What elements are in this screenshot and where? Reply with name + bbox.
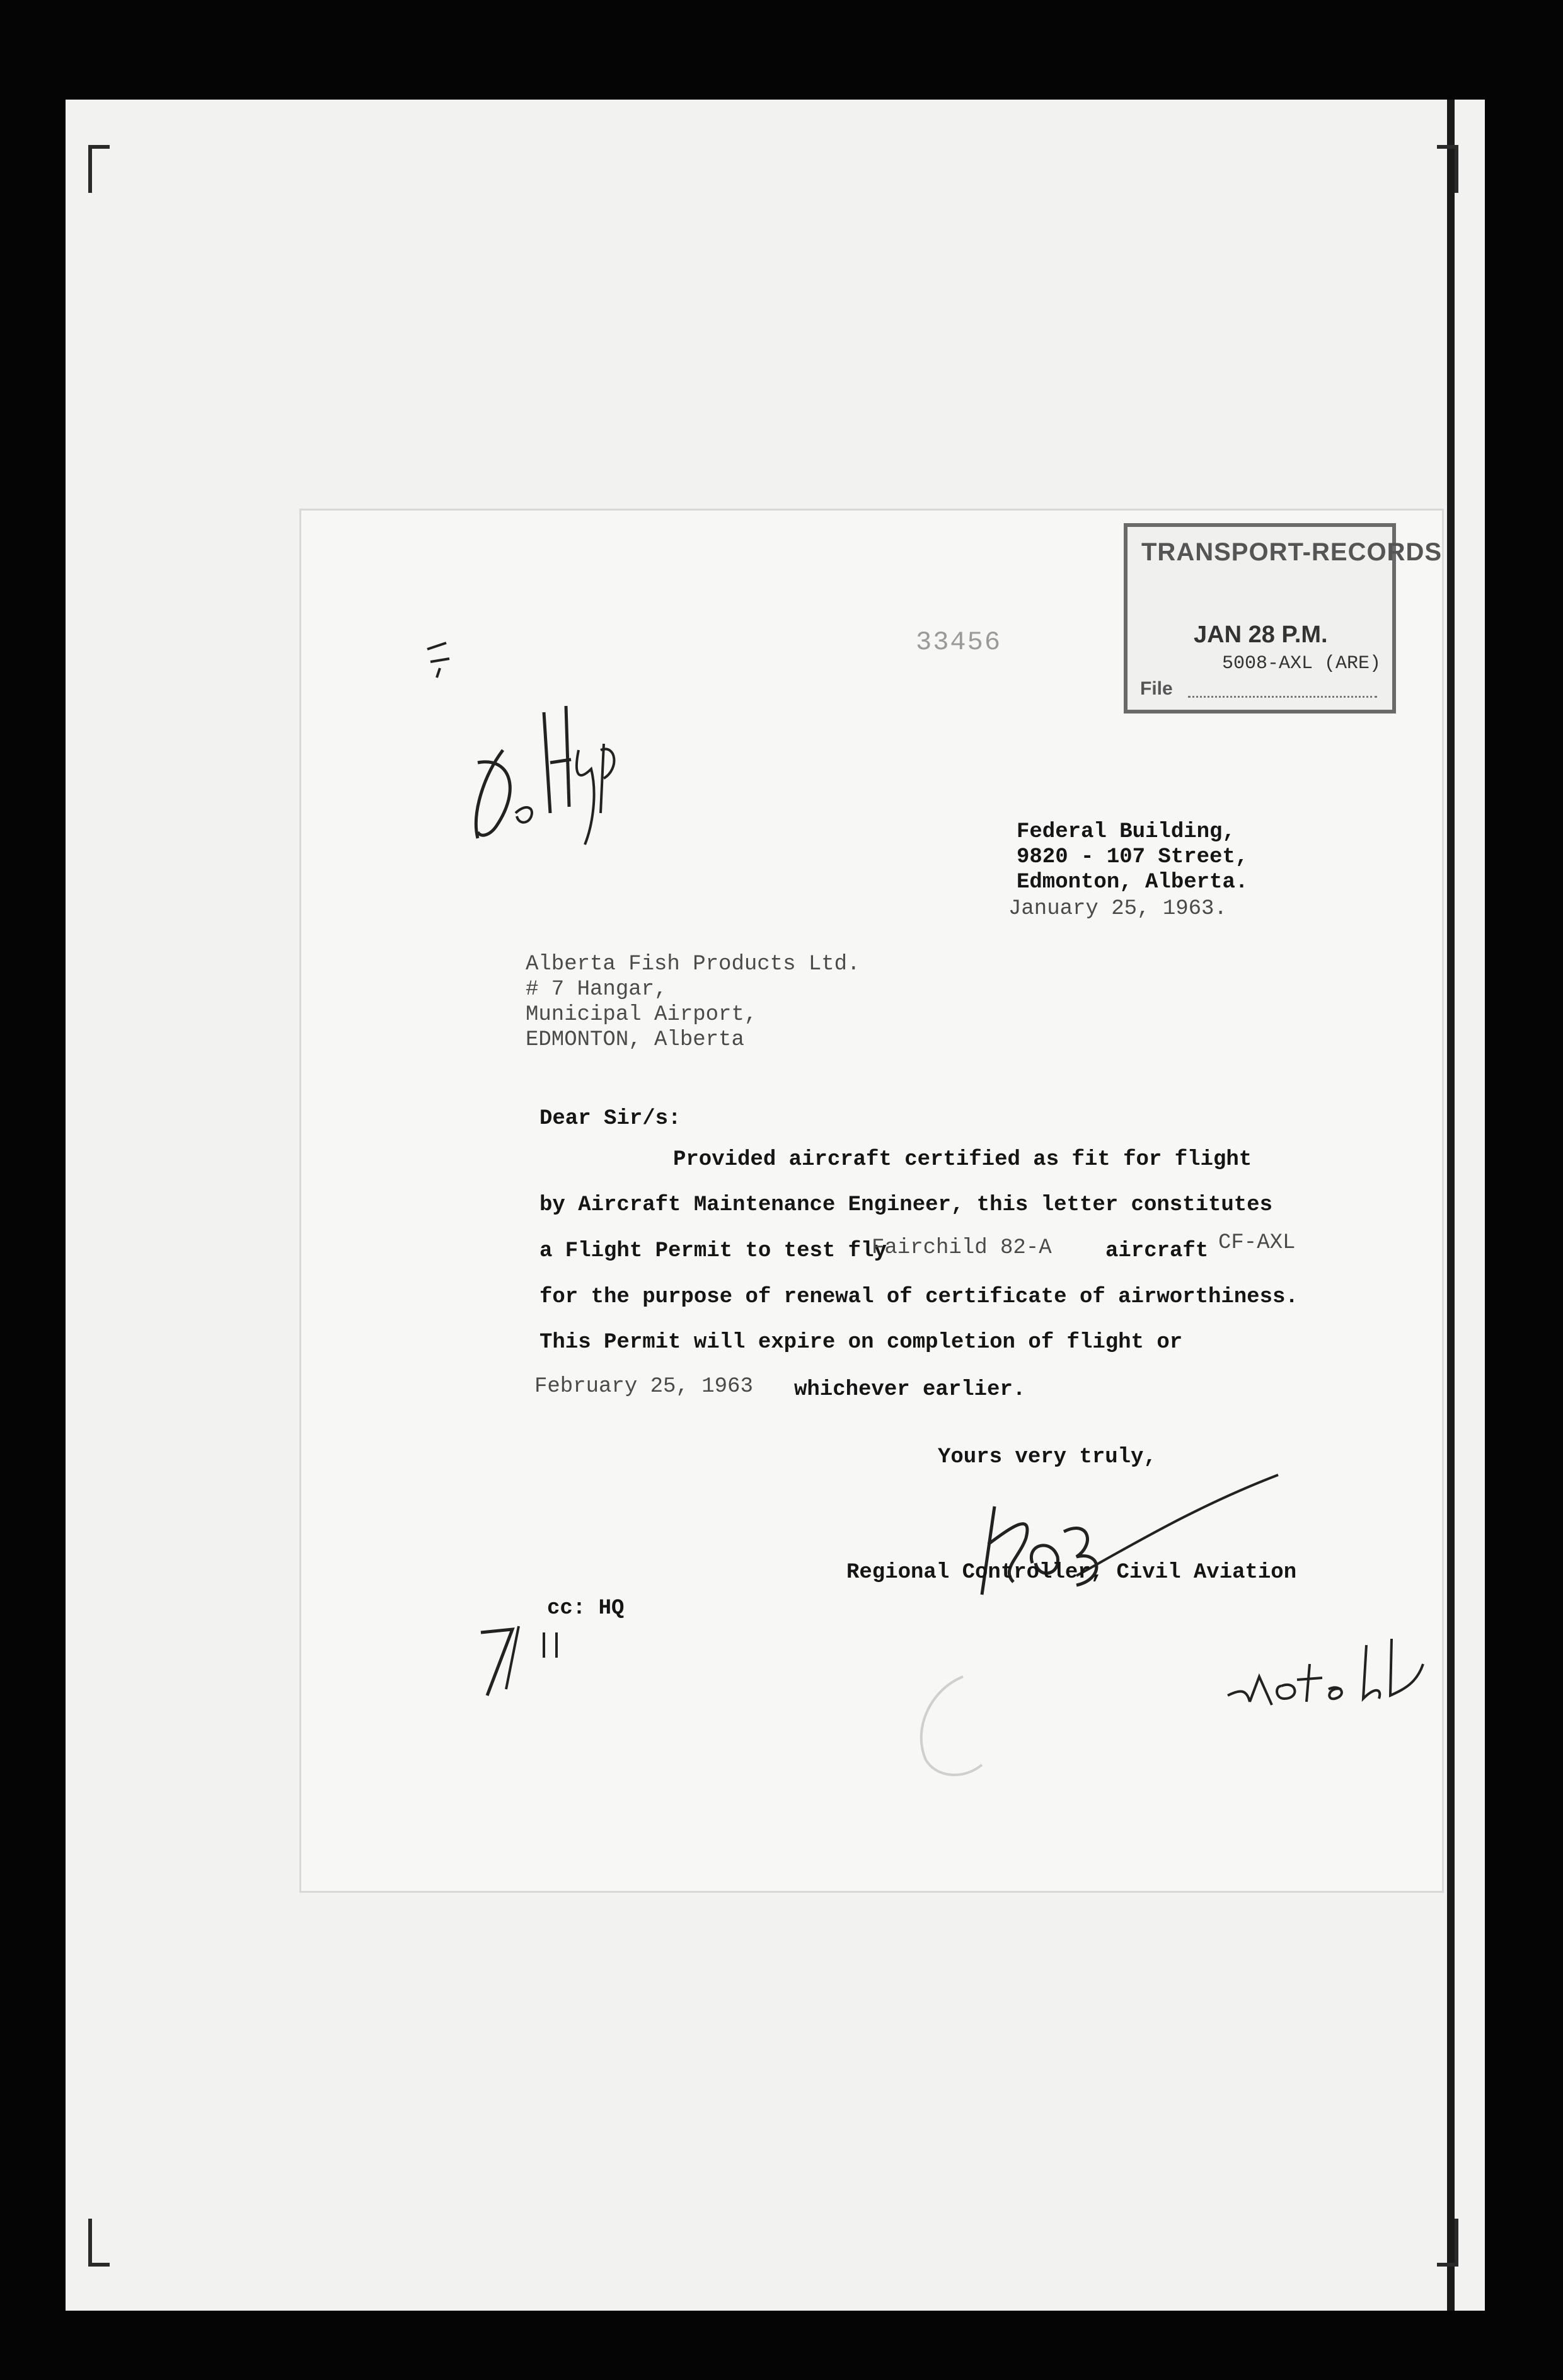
handwritten-note-do-hyp <box>408 624 616 851</box>
recipient-line: EDMONTON, Alberta <box>526 1028 744 1052</box>
signature <box>931 1469 1284 1620</box>
stamp-file-line <box>1188 696 1377 698</box>
body-line: whichever earlier. <box>794 1378 1026 1402</box>
aircraft-registration: CF-AXL <box>1218 1231 1296 1255</box>
handwritten-note-7-11 <box>468 1614 588 1702</box>
crop-mark-bottom-right <box>1437 2219 1458 2267</box>
crop-mark-top-left <box>88 145 110 193</box>
expiry-date: February 25, 1963 <box>534 1375 753 1399</box>
aircraft-type: Fairchild 82-A <box>872 1236 1052 1260</box>
stamp-title: TRANSPORT-RECORDS <box>1141 538 1443 566</box>
signature-title: Regional Controller, Civil Aviation <box>846 1561 1297 1585</box>
sender-address-line: 9820 - 107 Street, <box>1017 845 1249 869</box>
body-line: by Aircraft Maintenance Engineer, this letter constitutes <box>539 1193 1272 1217</box>
closing: Yours very truly, <box>938 1445 1156 1469</box>
body-line: This Permit will expire on completion of flight or <box>539 1331 1183 1355</box>
body-line: a Flight Permit to test fly <box>539 1239 887 1263</box>
sender-address-line: Federal Building, <box>1017 820 1235 844</box>
sender-address-line: Edmonton, Alberta. <box>1017 870 1249 894</box>
handwritten-note-noted <box>1221 1626 1429 1721</box>
recipient-line: Municipal Airport, <box>526 1003 758 1027</box>
carbon-copy: cc: HQ <box>547 1597 625 1620</box>
body-line: for the purpose of renewal of certificate of airworthiness. <box>539 1285 1298 1309</box>
body-line: Provided aircraft certified as fit for flight <box>673 1148 1252 1172</box>
file-number: 33456 <box>916 627 1002 657</box>
stamp-date: JAN 28 P.M. <box>1194 621 1328 648</box>
body-line: aircraft <box>1105 1239 1209 1263</box>
crop-mark-top-right <box>1437 145 1458 193</box>
salutation: Dear Sir/s: <box>539 1107 681 1131</box>
crop-mark-bottom-left <box>88 2219 110 2267</box>
stamp-file-ref: 5008-AXL (ARE) <box>1222 653 1381 674</box>
recipient-line: Alberta Fish Products Ltd. <box>526 952 860 976</box>
recipient-line: # 7 Hangar, <box>526 978 667 1002</box>
letter-page <box>301 511 1442 1891</box>
stamp-file-label: File <box>1140 678 1173 699</box>
letter-date: January 25, 1963. <box>1008 897 1227 921</box>
transport-records-stamp <box>1124 523 1443 713</box>
faint-pencil-mark <box>906 1670 995 1784</box>
frame-edge <box>1447 100 1455 2311</box>
